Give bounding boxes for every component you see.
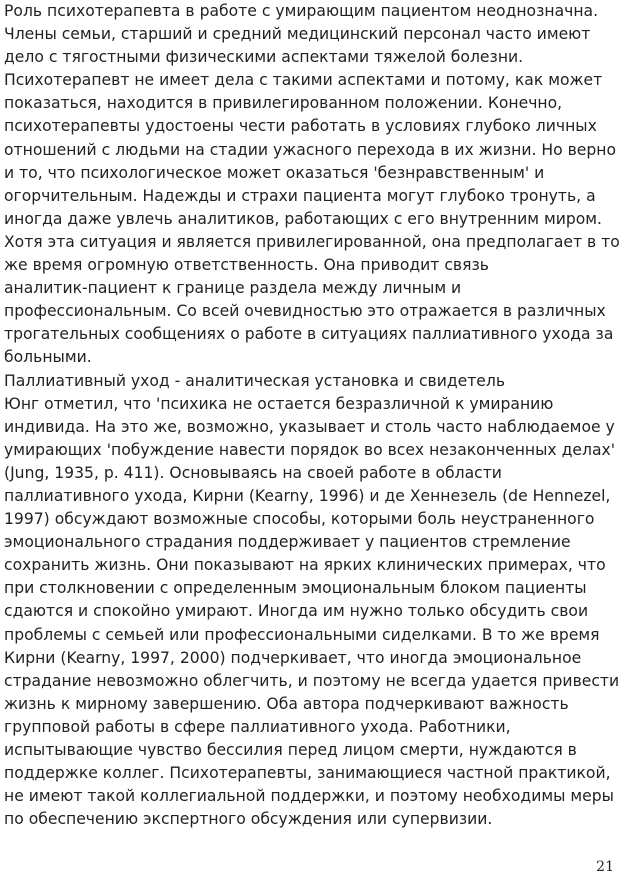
text-line: Юнг отметил, что 'психика не остается безразличной к умиранию — [4, 394, 554, 413]
text-line: Кирни (Kearny, 1997, 2000) подчеркивает, что иногда эмоциональное — [4, 648, 582, 667]
text-line: групповой работы в сфере паллиативного ухода. Работники, — [4, 717, 511, 736]
text-line: Роль психотерапевта в работе с умирающим пациентом неоднозначна. — [4, 2, 599, 20]
section-heading: Паллиативный уход - аналитическая установка и свидетель — [4, 371, 506, 390]
text-line: (Jung, 1935, p. 411). Основываясь на своей работе в области — [4, 463, 502, 482]
text-line: психотерапевты удостоены чести работать в условиях глубоко личных — [4, 117, 597, 136]
text-line: Хотя эта ситуация и является привилегированной, она предполагает в то — [4, 232, 620, 251]
text-line: профессиональным. Со всей очевидностью это отражается в различных — [4, 302, 606, 321]
text-line: огорчительным. Надежды и страхи пациента могут глубоко тронуть, а — [4, 186, 596, 205]
text-line: при столкновении с определенным эмоциональным блоком пациенты — [4, 579, 587, 598]
text-line: показаться, находится в привилегированном положении. Конечно, — [4, 94, 563, 113]
text-line: по обеспечению экспертного обсуждения или супервизии. — [4, 810, 493, 829]
text-line: иногда даже увлечь аналитиков, работающих с его внутренним миром. — [4, 209, 603, 228]
text-line: и то, что психологическое может оказаться 'безнравственным' и — [4, 163, 545, 182]
text-line: сдаются и спокойно умирают. Иногда им нужно только обсудить свои — [4, 602, 589, 621]
body-text — [4, 0, 620, 831]
text-line: эмоционального страдания поддерживает у пациентов стремление — [4, 533, 571, 552]
text-line: не имеют такой коллегиальной поддержки, и поэтому необходимы меры — [4, 787, 614, 806]
text-line: отношений с людьми на стадии ужасного перехода в их жизни. Но верно — [4, 140, 617, 159]
text-line: больными. — [4, 348, 92, 367]
text-line: паллиативного ухода, Кирни (Kearny, 1996) и де Хеннезель (de Hennezel, — [4, 486, 611, 505]
text-line: индивида. На это же, возможно, указывает и столь часто наблюдаемое у — [4, 417, 615, 436]
text-line: дело с тягостными физическими аспектами тяжелой болезни. — [4, 48, 524, 67]
page-number: 21 — [596, 859, 614, 875]
text-line: Члены семьи, старший и средний медицинский персонал часто имеют — [4, 25, 591, 44]
text-line: аналитик-пациент к границе раздела между личным и — [4, 279, 462, 298]
text-line: страдание невозможно облегчить, и поэтому не всегда удается привести — [4, 671, 620, 690]
text-line: трогательных сообщениях о работе в ситуациях паллиативного ухода за — [4, 325, 614, 344]
text-line: Психотерапевт не имеет дела с такими аспектами и потому, как может — [4, 71, 603, 90]
text-line: же время огромную ответственность. Она приводит связь — [4, 256, 489, 275]
text-line: 1997) обсуждают возможные способы, которыми боль неустраненного — [4, 510, 595, 529]
text-line: поддержке коллег. Психотерапевты, занимающиеся частной практикой, — [4, 764, 611, 783]
text-line: испытывающие чувство бессилия перед лицом смерти, нуждаются в — [4, 741, 577, 759]
text-line: жизнь к мирному завершению. Оба автора подчеркивают важность — [4, 694, 569, 713]
text-line: сохранить жизнь. Они показывают на ярких клинических примерах, что — [4, 556, 606, 575]
text-line: проблемы с семьей или профессиональными сиделками. В то же время — [4, 625, 600, 644]
text-line: умирающих 'побуждение навести порядок во всех незаконченных делах' — [4, 440, 616, 459]
